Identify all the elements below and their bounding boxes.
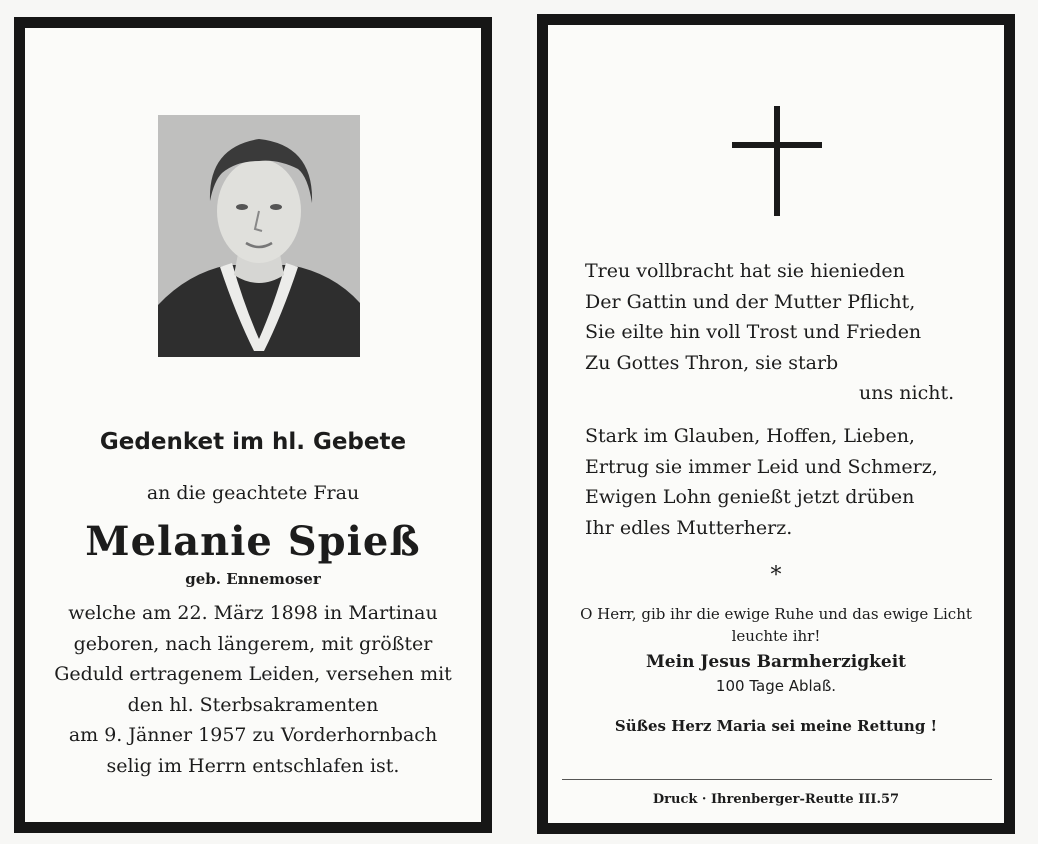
bio-line: Geduld ertragenem Leiden, versehen mit: [54, 663, 452, 685]
poem-stanza-1: [585, 256, 954, 409]
poem-line: Stark im Glauben, Hoffen, Lieben,: [585, 425, 915, 447]
poem-line: Sie eilte hin voll Trost und Frieden: [585, 321, 922, 343]
jesus-mercy-line: Mein Jesus Barmherzigkeit: [645, 652, 906, 672]
memorial-card-back: [537, 14, 1015, 834]
intro-line: an die geachtete Frau: [146, 482, 360, 504]
asterisk-divider: *: [770, 563, 782, 588]
latin-cross-icon: [732, 106, 822, 216]
bio-line: den hl. Sterbsakramenten: [127, 693, 379, 716]
prayer-line: O Herr, gib ihr die ewige Ruhe und das ewige Licht: [580, 605, 972, 623]
portrait-photo: [158, 115, 360, 357]
poem-line: Ihr edles Mutterherz.: [585, 516, 793, 539]
portrait-image: [158, 115, 360, 357]
poem-line: Ewigen Lohn genießt jetzt drüben: [585, 486, 915, 508]
memorial-card-front: [14, 17, 492, 833]
indulgence-line: 100 Tage Ablaß.: [715, 677, 837, 695]
poem-stanza-2: [585, 421, 938, 543]
heading-remember-in-prayer: Gedenket im hl. Gebete: [99, 429, 407, 455]
poem-line: Der Gattin und der Mutter Pflicht,: [585, 290, 916, 313]
poem-line: uns nicht.: [859, 382, 955, 404]
poem-line: Zu Gottes Thron, sie starb: [585, 351, 839, 374]
bio-line: selig im Herrn entschlafen ist.: [106, 754, 400, 777]
poem-line: Ertrug sie immer Leid und Schmerz,: [585, 455, 938, 478]
footer-divider: [562, 779, 992, 780]
biography-text: [25, 598, 481, 781]
sacred-heart-line: Süßes Herz Maria sei meine Rettung !: [614, 717, 938, 735]
maiden-name: geb. Ennemoser: [185, 570, 321, 588]
bio-line: am 9. Jänner 1957 zu Vorderhornbach: [68, 724, 438, 746]
printer-imprint: Druck · Ihrenberger-Reutte III.57: [652, 792, 900, 807]
poem-line: Treu vollbracht hat sie hienieden: [585, 260, 905, 282]
bio-line: welche am 22. März 1898 in Martinau: [68, 602, 438, 624]
prayer-line: leuchte ihr!: [731, 627, 821, 645]
deceased-name: Melanie Spieß: [85, 518, 421, 565]
bio-line: geboren, nach längerem, mit größter: [73, 632, 433, 655]
prayer-text: [548, 603, 1004, 647]
